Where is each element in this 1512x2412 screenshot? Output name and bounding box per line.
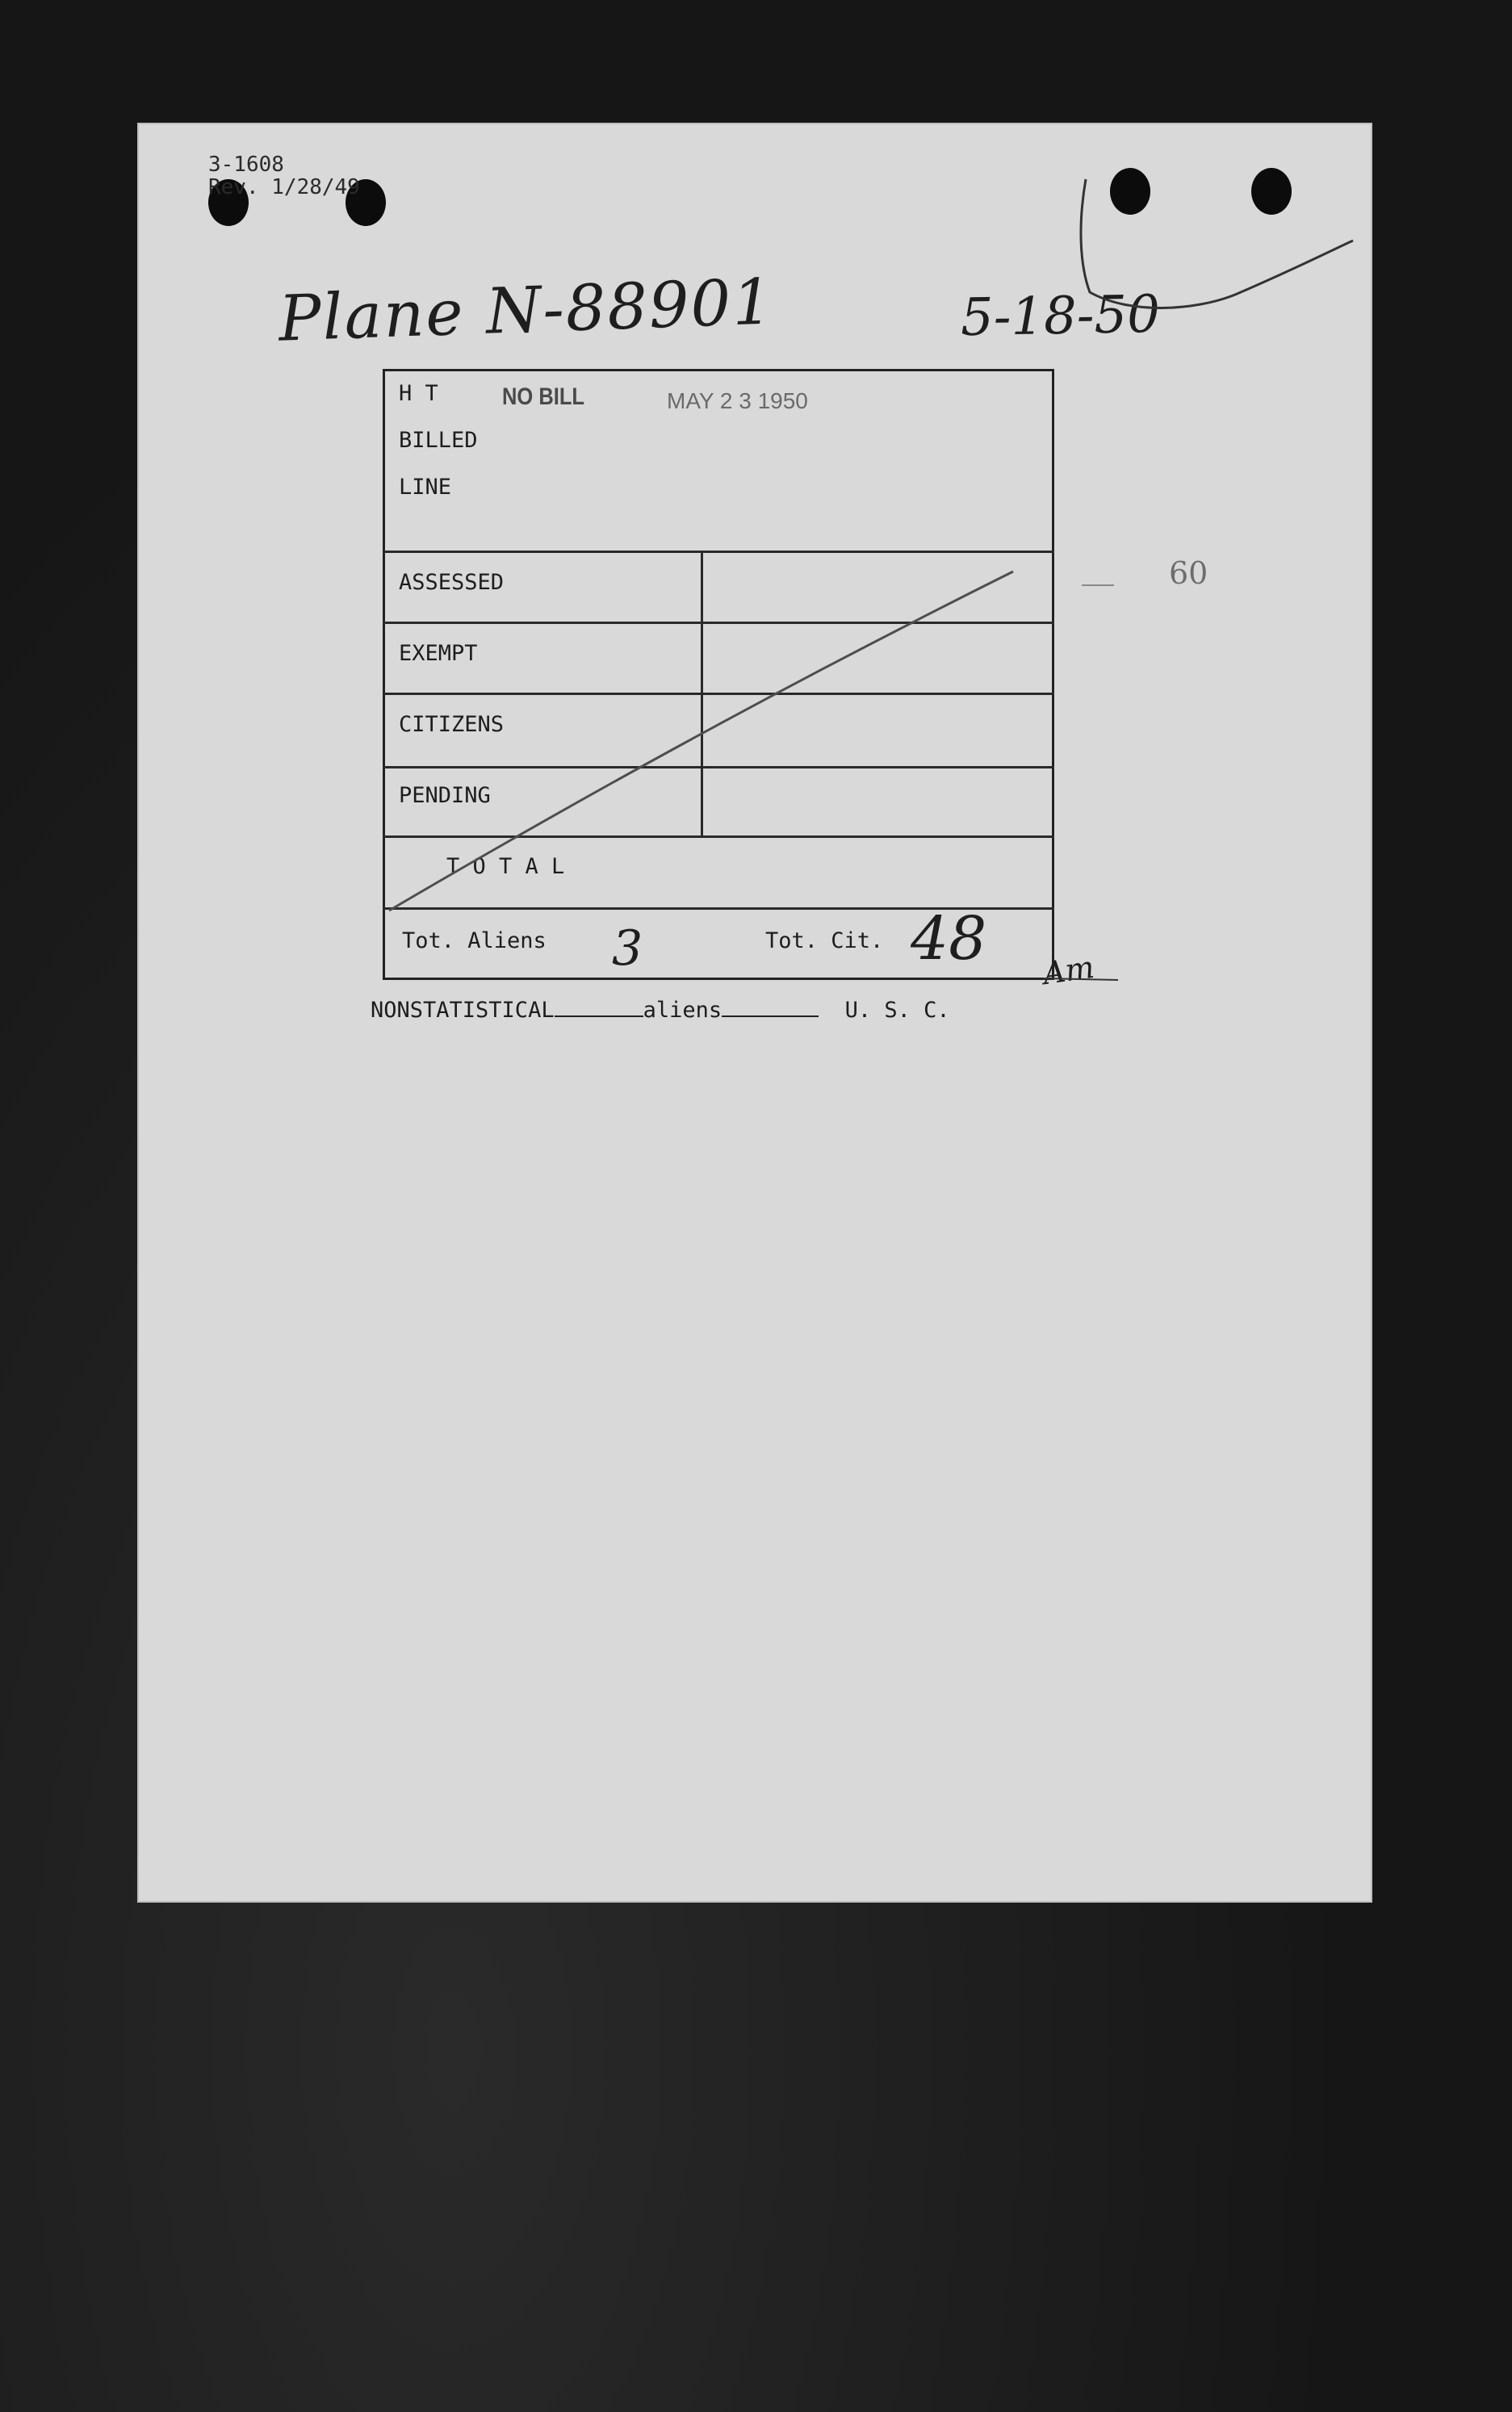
row-assessed: ASSESSED: [399, 570, 505, 595]
diagonal-cancel-line: [389, 572, 1013, 911]
initials-underline: [1043, 978, 1118, 980]
header-billed: BILLED: [399, 428, 478, 453]
usc-label: U. S. C.: [844, 998, 950, 1023]
date-stamp: MAY 2 3 1950: [667, 388, 808, 413]
handwritten-aliens-count: 3: [612, 920, 643, 977]
handwritten-citizens-count: 48: [911, 904, 987, 974]
header-ht: H T: [399, 381, 438, 406]
tot-aliens-label: Tot. Aliens: [402, 928, 547, 953]
handwritten-date: 5-18-50: [960, 284, 1161, 349]
row-pending: PENDING: [399, 783, 491, 808]
row-total: T O T A L: [446, 854, 565, 879]
nonstatistical-label: NONSTATISTICAL: [371, 998, 555, 1023]
form-number: 3-1608: [208, 153, 284, 177]
no-bill-stamp: NO BILL: [502, 383, 584, 410]
tot-cit-label: Tot. Cit.: [765, 928, 884, 953]
corner-pen-stroke: [1081, 179, 1353, 308]
handwritten-initials: Am: [1041, 948, 1097, 992]
form-revision: Rev. 1/28/49: [208, 175, 360, 199]
margin-number: 60: [1169, 555, 1208, 591]
header-line: LINE: [399, 475, 452, 500]
aliens-label: aliens: [643, 998, 722, 1023]
row-exempt: EXEMPT: [399, 641, 478, 666]
row-citizens: CITIZENS: [399, 712, 505, 737]
handwritten-plane-number: Plane N-88901: [277, 266, 776, 356]
